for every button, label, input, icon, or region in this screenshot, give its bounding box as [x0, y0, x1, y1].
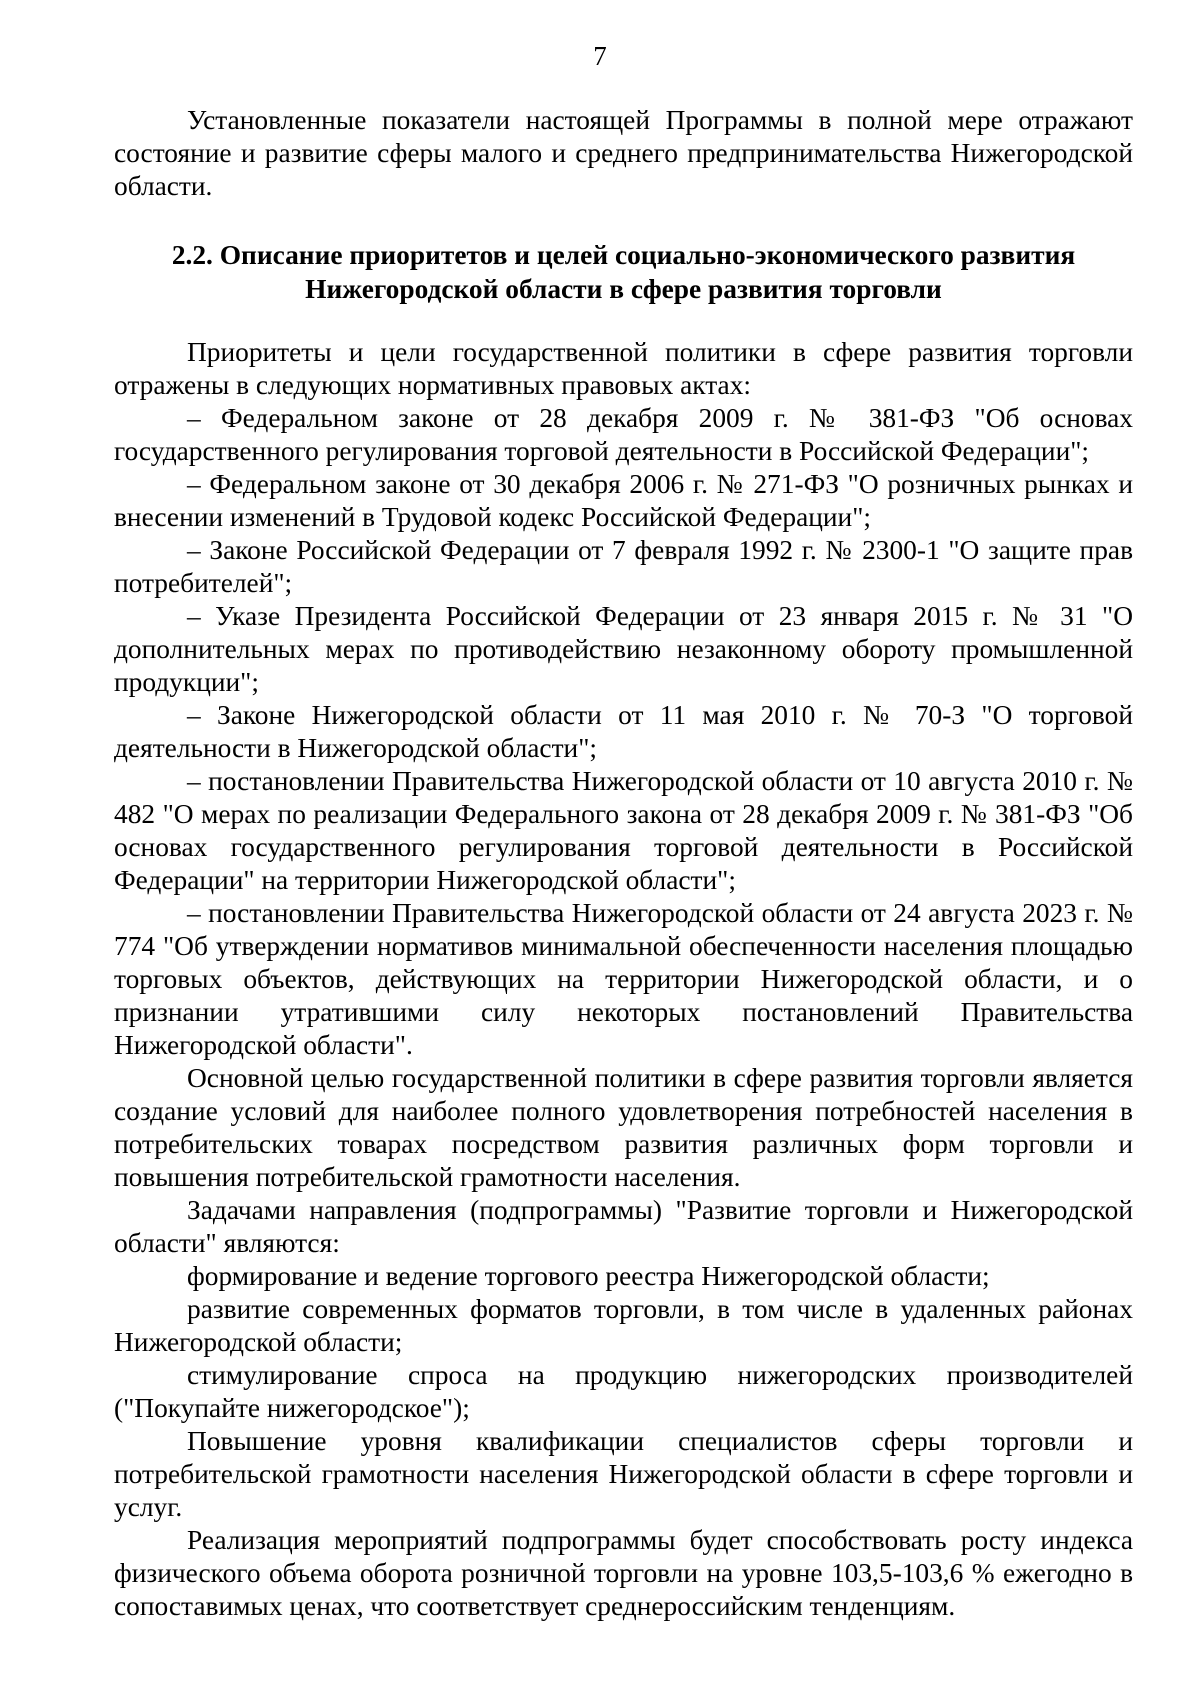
legal-act-item: – Федеральном законе от 28 декабря 2009 г. № 381-ФЗ "Об основах государственного регулирования торговой деятельности в Российской Федерации"; — [114, 403, 1133, 466]
legal-act-item: – постановлении Правительства Нижегородской области от 24 августа 2023 г. № 774 "Об утверждении нормативов минимальной обеспеченности населения площадью торговых объектов, действующих на территории Нижегородской области, и о признании утратившими силу некоторых постановлений Правительства Нижегородской области". — [114, 898, 1133, 1060]
document-body — [114, 104, 1133, 1623]
body-paragraph: Задачами направления (подпрограммы) "Развитие торговли и Нижегородской области" являются: — [114, 1195, 1133, 1258]
section-heading-line-2: Нижегородской области в сфере развития торговли — [305, 274, 942, 304]
section-heading-line-1: 2.2. Описание приоритетов и целей социально-экономического развития — [171, 240, 1076, 270]
body-paragraph: Реализация мероприятий подпрограммы будет способствовать росту индекса физического объема оборота розничной торговли на уровне 103,5-103,6 % ежегодно в сопоставимых ценах, что соответствует среднероссийским тенденциям. — [114, 1525, 1133, 1621]
legal-act-item: – постановлении Правительства Нижегородской области от 10 августа 2010 г. № 482 "О мерах по реализации Федерального закона от 28 декабря 2009 г. № 381-ФЗ "Об основах государственного регулирования торговой деятельности в Российской Федерации" на территории Нижегородской области"; — [114, 766, 1133, 895]
task-item: Повышение уровня квалификации специалистов сферы торговли и потребительской грамотности населения Нижегородской области в сфере торговли и услуг. — [114, 1426, 1133, 1522]
task-item: стимулирование спроса на продукцию нижегородских производителей ("Покупайте нижегородское"); — [114, 1360, 1133, 1423]
legal-act-item: – Федеральном законе от 30 декабря 2006 г. № 271-ФЗ "О розничных рынках и внесении изменений в Трудовой кодекс Российской Федерации"; — [114, 469, 1133, 532]
task-item: развитие современных форматов торговли, в том числе в удаленных районах Нижегородской области; — [114, 1294, 1133, 1357]
page-number: 7 — [593, 41, 607, 71]
task-item: формирование и ведение торгового реестра Нижегородской области; — [187, 1261, 990, 1291]
intro-paragraph: Установленные показатели настоящей Программы в полной мере отражают состояние и развитие сферы малого и среднего предпринимательства Нижегородской области. — [114, 105, 1133, 201]
legal-act-item: – Законе Нижегородской области от 11 мая 2010 г. № 70-З "О торговой деятельности в Нижегородской области"; — [114, 700, 1133, 763]
body-paragraph: Приоритеты и цели государственной политики в сфере развития торговли отражены в следующих нормативных правовых актах: — [114, 337, 1133, 400]
body-paragraph: Основной целью государственной политики в сфере развития торговли является создание условий для наиболее полного удовлетворения потребностей населения в потребительских товарах посредством развития различных форм торговли и повышения потребительской грамотности населения. — [114, 1063, 1133, 1192]
legal-act-item: – Законе Российской Федерации от 7 февраля 1992 г. № 2300-1 "О защите прав потребителей"; — [114, 535, 1133, 598]
legal-act-item: – Указе Президента Российской Федерации от 23 января 2015 г. № 31 "О дополнительных мерах по противодействию незаконному обороту промышленной продукции"; — [114, 601, 1133, 697]
section-heading — [114, 238, 1133, 306]
